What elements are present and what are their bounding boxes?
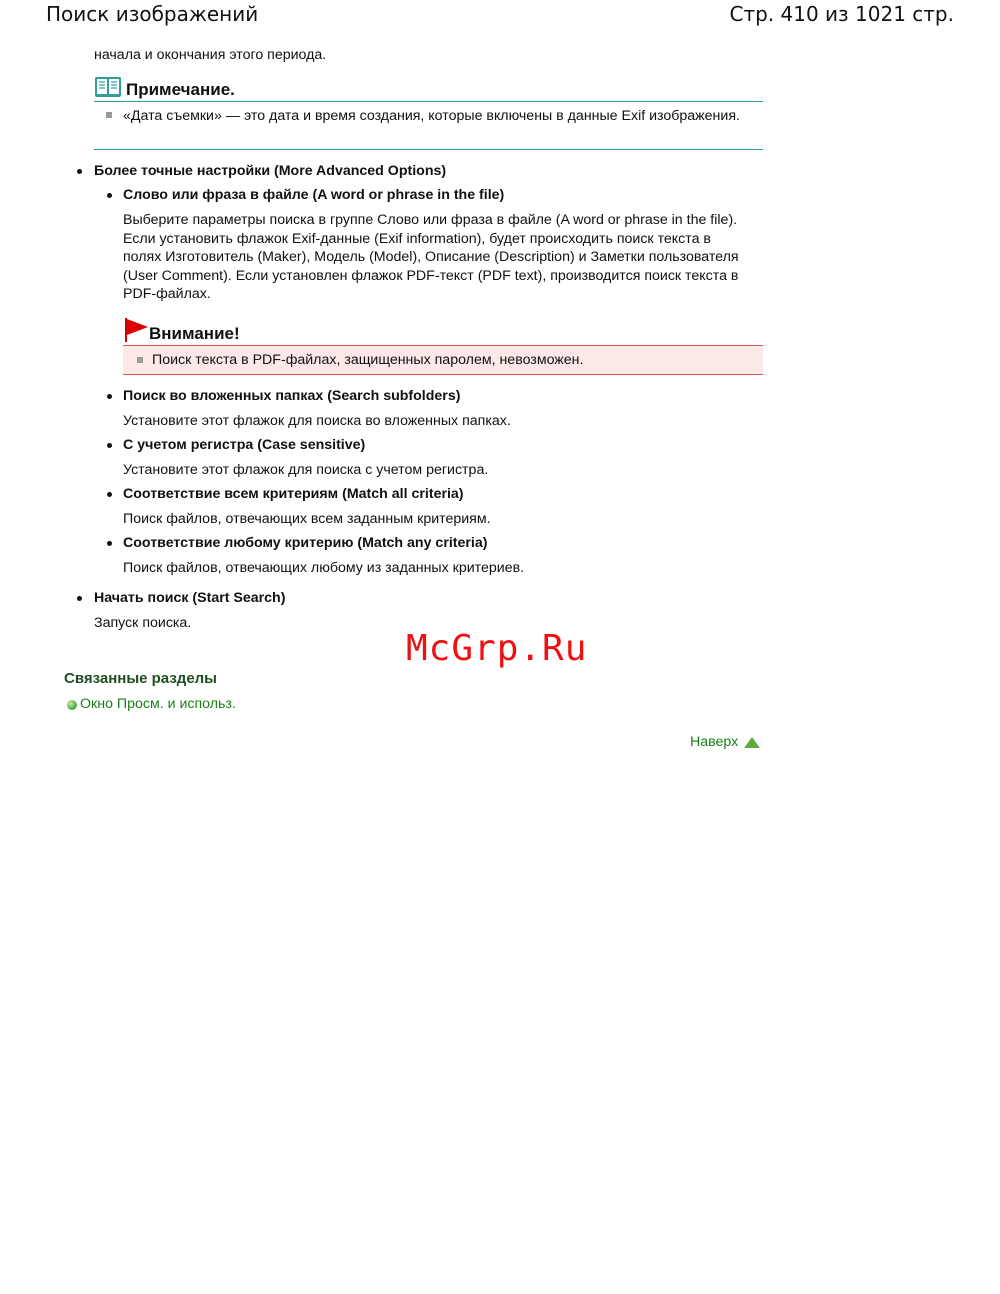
warning-title: Внимание! — [149, 324, 240, 343]
note-title: Примечание. — [126, 80, 235, 99]
back-to-top-link[interactable]: Наверх — [690, 734, 739, 750]
green-dot-icon — [67, 700, 77, 710]
related-link[interactable]: Окно Просм. и использ. — [80, 696, 236, 712]
warning-bullet-icon — [137, 357, 143, 363]
word-phrase-desc: Выберите параметры поиска в группе Слово или фраза в файле (A word or phrase in the file). Если установить флажок Exif-данные (Exif information), будет происходить поиск текста в полях Изготовитель (Maker), Модель (Model), Описание (Description) и Заметки пользователя (User Comment). Если установлен флажок PDF-текст (PDF text), производится поиск текста в PDF-файлах. — [123, 212, 739, 302]
subfolders-desc: Установите этот флажок для поиска во вложенных папках. — [123, 413, 511, 429]
note-bullet-icon — [106, 112, 112, 118]
bullet-icon — [77, 169, 82, 174]
related-title: Связанные разделы — [64, 670, 217, 687]
start-search-desc: Запуск поиска. — [94, 615, 192, 631]
up-arrow-icon[interactable] — [744, 737, 760, 748]
bullet-icon — [107, 443, 112, 448]
page-number: Стр. 410 из 1021 стр. — [729, 2, 954, 26]
note-divider-top — [94, 101, 763, 102]
page-header-title: Поиск изображений — [46, 2, 259, 26]
case-sensitive-desc: Установите этот флажок для поиска с учетом регистра. — [123, 462, 489, 478]
note-divider-bottom — [94, 149, 763, 150]
warning-flag-icon — [123, 317, 149, 343]
bullet-icon — [107, 394, 112, 399]
bullet-icon — [107, 541, 112, 546]
word-phrase-title: Слово или фраза в файле (A word or phrase in the file) — [123, 187, 505, 203]
case-sensitive-title: С учетом регистра (Case sensitive) — [123, 437, 366, 453]
note-item: «Дата съемки» — это дата и время создания, которые включены в данные Exif изображения. — [123, 108, 740, 124]
match-all-title: Соответствие всем критериям (Match all criteria) — [123, 486, 464, 502]
match-all-desc: Поиск файлов, отвечающих всем заданным критериям. — [123, 511, 491, 527]
advanced-title: Более точные настройки (More Advanced Options) — [94, 163, 447, 179]
start-search-title: Начать поиск (Start Search) — [94, 590, 286, 606]
note-book-icon — [94, 76, 122, 98]
warning-item: Поиск текста в PDF-файлах, защищенных паролем, невозможен. — [152, 352, 584, 368]
subfolders-title: Поиск во вложенных папках (Search subfolders) — [123, 388, 461, 404]
bullet-icon — [107, 193, 112, 198]
watermark: McGrp.Ru — [406, 628, 588, 669]
bullet-icon — [77, 596, 82, 601]
bullet-icon — [107, 492, 112, 497]
lead-text: начала и окончания этого периода. — [94, 47, 327, 63]
match-any-desc: Поиск файлов, отвечающих любому из заданных критериев. — [123, 560, 525, 576]
match-any-title: Соответствие любому критерию (Match any criteria) — [123, 535, 488, 551]
